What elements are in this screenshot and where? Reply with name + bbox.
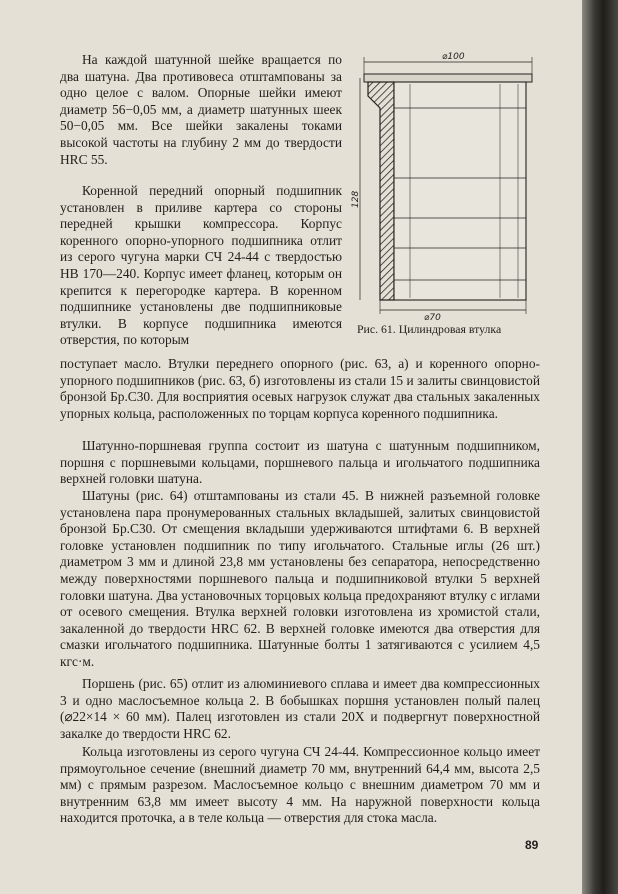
paragraph-connecting-group: Шатунно-поршневая группа состоит из шатуна с шатунным подшипником, поршня с поршневыми кольцами, поршневого пальца и игольчатого подшипника верхней головки шатуна. [60, 438, 540, 487]
page-number: 89 [525, 838, 539, 852]
dimension-label-height: 128 [351, 190, 361, 208]
cylinder-liner-drawing [350, 48, 544, 320]
paragraph-journal-shafts: На каждой шатунной шейке вращается по два шатуна. Два противовеса отштампованы за одно целое с валом. Опорные шейки имеют диаметр 56−0,05 мм, а диаметр шатунных шеек 50−0,05 мм. Все шейки закалены токами высокой частоты на глубину 2 мм до твердости HRC 55. [60, 52, 342, 167]
liner-body [394, 82, 526, 300]
dimension-label-bottom: ⌀70 [424, 313, 441, 320]
figure-cylinder-liner [350, 48, 544, 348]
liner-wall-section [368, 82, 394, 300]
paragraph-piston: Поршень (рис. 65) отлит из алюминиевого сплава и имеет два компрессионных 3 и одно маслосъемное кольца 2. В бобышках поршня установлен полый палец (⌀22×14 × 60 мм). Палец изготовлен из стали 20Х и подвергнут поверхностной закалке до твердости HRC 62. [60, 676, 540, 741]
paragraph-bushings: поступает масло. Втулки переднего опорного (рис. 63, а) и коренного опорно-упорного подшипников (рис. 63, б) изготовлены из стали 15 и залиты свинцовистой бронзой Бр.С30. Для восприятия осевых нагрузок служат два стальных закаленных упорных кольца, расположенных по торцам корпуса коренного подшипника. [60, 356, 540, 421]
book-spine-shadow [582, 0, 618, 894]
paragraph-main-bearing: Коренной передний опорный подшипник установлен в приливе картера со стороны передней крышки компрессора. Корпус коренного опорно-упорного подшипника отлит из серого чугуна марки СЧ 24-44 с твердостью НВ 170—240. Корпус имеет фланец, которым он крепится к перегородке картера. В коренном подшипнике установлены две подшипниковые втулки. В корпусе подшипника имеются отверстия, по которым [60, 183, 342, 348]
paragraph-connecting-rods: Шатуны (рис. 64) отштампованы из стали 45. В нижней разъемной головке установлена пара пронумерованных стальных вкладышей, залитых свинцовистой бронзой Бр.С30. От смещения вкладыши удерживаются штифтами 6. В верхней головке установлен подшипник по типу игольчатого. Стальные иглы (26 шт.) диаметром 3 мм и длиной 23,8 мм установлены без сепаратора, непосредственно между поверхностями поршневого пальца и подшипниковой втулки 5 верхней головки шатуна. Два установочных торцовых кольца предохраняют втулку с иглами от осевого смещения. Втулка верхней головки изготовлена из хромистой стали, закаленной до твердости HRC 62. В верхней головке имеются два отверстия для смазки игольчатого подшипника. Шатунные болты 1 затягиваются с усилием 4,5 кгс·м. [60, 488, 540, 669]
paragraph-rings: Кольца изготовлены из серого чугуна СЧ 24-44. Компрессионное кольцо имеет прямоугольное сечение (внешний диаметр 70 мм, внутренний 64,4 мм, высота 2,5 мм) с прямым разрезом. Маслосъемное кольцо с внешним диаметром 70 мм и внутренним 63,8 мм имеет высоту 4 мм. На наружной поверхности кольца находится проточка, а в теле кольца — отверстия для стока масла. [60, 744, 540, 826]
figure-caption: Рис. 61. Цилиндровая втулка [357, 322, 502, 336]
dimension-label-top: ⌀100 [442, 52, 465, 62]
